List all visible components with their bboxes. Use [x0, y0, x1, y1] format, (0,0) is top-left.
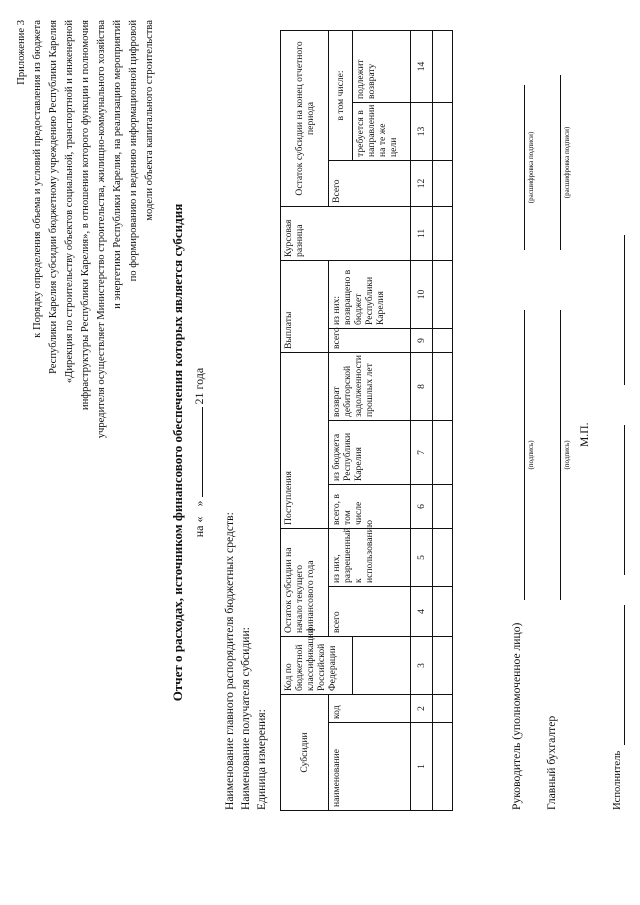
header-exchange: Курсовая разница	[281, 206, 411, 260]
recipient-label: Наименование получателя субсидии:	[239, 627, 252, 810]
appendix-title: Приложение 3	[16, 20, 27, 85]
date-prefix: на «	[192, 516, 206, 538]
header-total: всего	[329, 586, 411, 636]
header-income: Поступления	[281, 352, 329, 528]
appendix-line: «Дирекция по строительству объектов социальной, транспортной и инженерной	[64, 20, 75, 384]
col-number: 5	[411, 528, 433, 586]
header-code-rf	[353, 636, 411, 694]
col-number: 1	[411, 723, 433, 811]
accountant-label: Главный бухгалтер	[545, 715, 558, 810]
report-table	[280, 30, 453, 811]
header-allowed: из них, разрешенный к использованию	[329, 528, 411, 586]
header-incl: в том числе:	[329, 30, 353, 160]
date-suffix: 21 года	[192, 367, 206, 405]
header-returned: из них: возвращено в бюджет Республики Карелия	[329, 260, 411, 328]
appendix-line: и энергетики Республики Карелия, на реализацию мероприятий	[112, 20, 123, 309]
executor-line	[624, 235, 625, 385]
header-name: наименование	[329, 723, 411, 811]
appendix-line: инфраструктуры Республики Карелия», в отношении которого функции и полномочия	[80, 20, 91, 411]
accountant-decode-line	[560, 75, 561, 250]
header-kod: код	[329, 694, 411, 722]
header-to-return: подлежит возврату	[353, 30, 411, 102]
manager-label: Наименование главного распорядителя бюджетных средств:	[223, 512, 236, 810]
report-date	[190, 0, 207, 905]
header-end-total: Всего	[329, 160, 411, 206]
head-signature-line	[524, 310, 525, 600]
executor-line	[624, 425, 625, 575]
decode-caption: (расшифровка подписи)	[563, 126, 571, 199]
report-title: Отчет о расходах, источником финансового обеспечения которых является субсидия	[170, 203, 185, 702]
table-row	[433, 30, 453, 810]
col-number: 6	[411, 484, 433, 528]
header-balance-start: Остаток субсидии на начало текущего финансового года	[281, 528, 329, 636]
header-pay-total: всего	[329, 328, 411, 352]
decode-caption: (расшифровка подписи)	[527, 131, 535, 204]
col-number: 8	[411, 352, 433, 420]
head-label: Руководитель (уполномоченное лицо)	[510, 622, 523, 810]
col-number: 10	[411, 260, 433, 328]
accountant-signature-line	[560, 310, 561, 600]
executor-line	[624, 605, 625, 745]
header-code: Код по бюджетной классификации Российской Федерации	[281, 636, 353, 694]
appendix-line: к Порядку определения объема и условий предоставления из бюджета	[32, 20, 43, 338]
col-number: 11	[411, 206, 433, 260]
appendix-line: по формированию и ведению информационной цифровой	[128, 20, 139, 282]
header-balance-end: Остаток субсидии на конец отчетного периода	[281, 30, 329, 206]
unit-label: Единица измерения:	[255, 709, 268, 810]
month-blank	[190, 407, 203, 497]
head-decode-line	[524, 85, 525, 250]
appendix-line: Республики Карелия субсидии бюджетному учреждению Республики Карелия	[48, 20, 59, 375]
executor-label: Исполнитель	[612, 750, 623, 810]
col-number: 12	[411, 160, 433, 206]
stamp-label: М.П.	[578, 422, 591, 447]
appendix-line: учредителя осуществляет Министерство строительства, жилищно-коммунального хозяйства	[96, 20, 107, 439]
col-number: 14	[411, 30, 433, 102]
col-number: 7	[411, 420, 433, 484]
sig-caption: (подпись)	[563, 440, 571, 470]
col-number: 3	[411, 636, 433, 694]
col-number: 4	[411, 586, 433, 636]
header-payments: Выплаты	[281, 260, 329, 352]
date-mid: »	[192, 500, 206, 507]
sig-caption: (подпись)	[527, 440, 535, 470]
header-debt-return: возврат дебиторской задолженности прошлых лет	[329, 352, 411, 420]
col-number: 13	[411, 102, 433, 160]
header-income-total: всего, в том числе	[329, 484, 411, 528]
appendix-line: модели объекта капитального строительства	[144, 20, 155, 221]
col-number: 2	[411, 694, 433, 722]
appendix-block	[14, 20, 158, 885]
col-number: 9	[411, 328, 433, 352]
header-from-budget: из бюджета Республики Карелия	[329, 420, 411, 484]
header-required: требуется в направлении на те же цели	[353, 102, 411, 160]
header-subsidy: Субсидии	[281, 694, 329, 810]
